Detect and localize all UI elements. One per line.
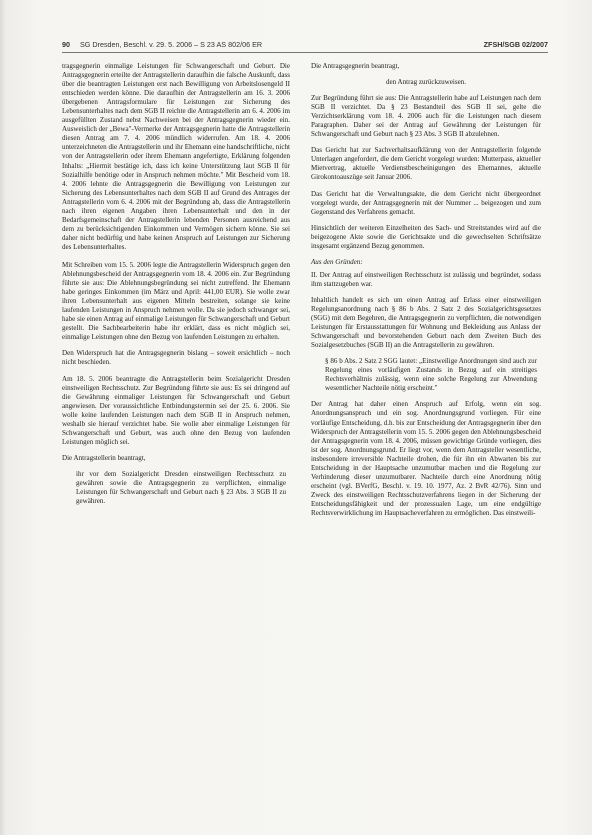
section-heading: Aus den Gründen:	[311, 257, 363, 266]
journal-reference: ZFSH/SGB 02/2007	[483, 40, 548, 49]
paragraph: Hinsichtlich der weiteren Einzelheiten des Sach- und Streitstandes wird auf die beigezogene Akte sowie die Gerichtsakte und die gewechselten Schriftsätze insgesamt ergänzend Bezug genommen.	[311, 223, 541, 250]
right-column	[311, 62, 541, 525]
paragraph: Am 18. 5. 2006 beantragte die Antragstellerin beim Sozialgericht Dresden einstweiligen Rechtsschutz. Zur Begründung führte sie aus: Es sei dringend auf die Gewährung einmaliger Leistungen für Schwangerschaft und Geburt angewiesen. Der voraussichtliche Entbindungstermin sei der 25. 6. 2006. Sie wolle keine laufenden Leistungen nach dem SGB II in Anspruch nehmen, weshalb sie hierauf verzichtet habe. Sie wolle aber einmalige Leistungen für Schwangerschaft und Geburt, was auch ohne den Bezug von laufenden Leistungen möglich sei.	[62, 374, 290, 446]
motion-text: den Antrag zurückzuweisen.	[385, 78, 467, 87]
quotation: § 86 b Abs. 2 Satz 2 SGG lautet: „Einstweilige Anordnungen sind auch zur Regelung eines vorläufigen Zustands in Bezug auf ein streitiges Rechtsverhältnis zulässig, wenn eine solche Regelung zur Abwendung wesentlicher Nachteile nötig erscheint."	[325, 357, 537, 393]
citation-source: SG Dresden, Beschl. v. 29. 5. 2006 – S 23 AS 802/06 ER	[80, 40, 263, 49]
paragraph: Das Gericht hat zur Sachverhaltsaufklärung von der Antragstellerin folgende Unterlagen angefordert, die dem Gericht vorgelegt wurden: Mutterpass, aktueller Mietvertrag, aktuelle Verdienstbescheinigungen des Ehemannes, aktuelle Girokontoauszüge seit Januar 2006.	[311, 146, 541, 182]
motion-text: ihr vor dem Sozialgericht Dresden einstweiligen Rechtsschutz zu gewähren sowie die Antragsgegnerin zu verpflichten, einmalige Leistungen für Schwangerschaft und Geburt nach § 23 Abs. 3 SGB II zu gewähren.	[76, 469, 286, 506]
paragraph: Das Gericht hat die Verwaltungsakte, die dem Gericht nicht übergeordnet vorgelegt wurde, der Antragsgegnerin mit der Nummer ... beigezogen und zum Gegenstand des Verfahrens gemacht.	[311, 189, 541, 216]
paragraph: Die Antragsgegnerin beantragt,	[311, 62, 400, 70]
paragraph: Der Antrag hat daher einen Anspruch auf Erfolg, wenn ein sog. Anordnungsanspruch und ein sog. Anordnungsgrund vorliegen. Für eine vorläufige Entscheidung, d.h. bis zur Entscheidung der Antragsgegnerin über den Widerspruch der Antragstellerin vom 15. 5. 2006 gegen den Ablehnungsbescheid der Antragsgegnerin vom 18. 4. 2006, müssen gewichtige Gründe vorliegen, dies ist der sog. Anordnungsgrund. Er liegt vor, wenn dem Antragsteller wesentliche, insbesondere irreversible Nachteile drohen, die für ihn ein Abwarten bis zur Entscheidung in der Hauptsache unzumutbar machen und die Regelung zur Verhinderung dieser unzumutbarer. Nachteile durch eine Anordnung nötig erscheint (vgl. BVerfG, Beschl. v. 19. 10. 1977, Az. 2 BvR 42/76). Sinn und Zweck des einstweiligen Rechtsschutzverfahrens liegen in der Sicherung der Entscheidungsfähigkeit und der prozessualen Lage, um eine endgültige Rechtsverwirklichung im Hauptsacheverfahren zu ermöglichen. Das einstweili-	[311, 400, 541, 517]
paragraph: tragsgegnerin einmalige Leistungen für Schwangerschaft und Geburt. Die Antragsgegnerin erteilte der Antragstellerin daraufhin die falsche Auskunft, dass über die beantragten Leistungen erst nach Bewilligung von Arbeitslosengeld II entschieden werden könne. Die daraufhin der Antragstellerin am 16. 3. 2006 übergebenen Antragsformulare für Leistungen zur Sicherung des Lebensunterhaltes nach dem SGB II reichte die Antragstellerin am 6. 4. 2006 im ausgefüllten Zustand nebst Nachweisen bei der Antragsgegnerin wieder ein. Ausweislich der „Bewa"-Vermerke der Antragsgegnerin hatte die Antragstellerin diesen Antrag am 7. 4. 2006 mündlich widerrufen. Am 18. 4. 2006 unterzeichneten die Antragstellerin und ihr Ehemann eine handschriftliche, nicht von der Antragstellerin oder ihrem Ehemann angefertigte, Erklärung folgenden Inhalts: „Hiermit bestätige ich, dass ich keine Unterstützung laut SGB II für Sozialhilfe benötige oder in Anspruch nehmen möchte." Mit Bescheid vom 18. 4. 2006 lehnte die Antragsgegnerin die Bewilligung von Leistungen zur Sicherung des Lebensunterhaltes nach dem SGB II auf Grund des Antrages der Antragstellerin vom 6. 4. 2006 mit der Begründung ab, dass die Antragstellerin nach ihren eigenen Angaben ihren Lebensunterhalt und den in der Bedarfsgemeinschaft der Antragstellerin lebenden Personen ausreichend aus dem zu berücksichtigenden Einkommen und Vermögen sichern könne. Sie sei daher nicht bedürftig und habe keinen Anspruch auf Leistungen zur Sicherung des Lebensunterhaltes.	[62, 62, 290, 251]
paragraph: Die Antragstellerin beantragt,	[62, 453, 146, 462]
paragraph: Inhaltlich handelt es sich um einen Antrag auf Erlass einer einstweiligen Regelungsanordnung nach § 86 b Abs. 2 Satz 2 des Sozialgerichtsgesetzes (SGG) mit dem Begehren, die Antragsgegnerin zu verpflichten, die notwendigen Leistungen für Erstausstattungen für Wohnung und Bekleidung aus Anlass der Schwangerschaft und bevorstehenden Geburt nach dem Zweiten Buch des Sozialgesetzbuches (SGB II) an die Antragstellerin zu gewähren.	[311, 295, 541, 350]
paragraph: Mit Schreiben vom 15. 5. 2006 legte die Antragstellerin Widerspruch gegen den Ablehnungsbescheid der Antragsgegnerin vom 18. 4. 2006 ein. Zur Begründung führte sie aus: Die Ablehnungsbegründung sei nicht zutreffend. Ihr Ehemann habe geringes Einkommen (im März und April: 441,00 EUR). Sie wolle zwar ihren Lebensunterhalt aus eigenen Mitteln bestreiten, solange sie keine laufenden Leistungen in Anspruch nehmen wolle. Da sie jedoch schwanger sei, habe sie einen Antrag auf einmalige Leistungen für Schwangerschaft und Geburt gestellt. Die Sachbearbeiterin habe ihr erklärt, dass es nicht möglich sei, einmalige Leistungen ohne den Bezug von laufenden Leistungen zu erhalten.	[62, 260, 290, 342]
page-number: 90	[62, 40, 70, 49]
page-header	[62, 40, 548, 53]
paragraph: II. Der Antrag auf einstweiligen Rechtsschutz ist zulässig und begründet, sodass ihm stattzugeben war.	[311, 270, 541, 288]
paragraph: Den Widerspruch hat die Antragsgegnerin bislang – soweit ersichtlich – noch nicht beschieden.	[62, 349, 290, 367]
paragraph: Zur Begründung führt sie aus: Die Antragstellerin habe auf Leistungen nach dem SGB II verzichtet. Da § 23 Bestandteil des SGB II sei, gelte die Verzichtserklärung vom 18. 4. 2006 auch für die Leistungen nach diesem Paragraphen. Daher sei der Antrag auf Gewährung der Leistungen für Schwangerschaft und Geburt nach § 23 Abs. 3 SGB II abzulehnen.	[311, 94, 541, 139]
left-column	[62, 62, 290, 513]
